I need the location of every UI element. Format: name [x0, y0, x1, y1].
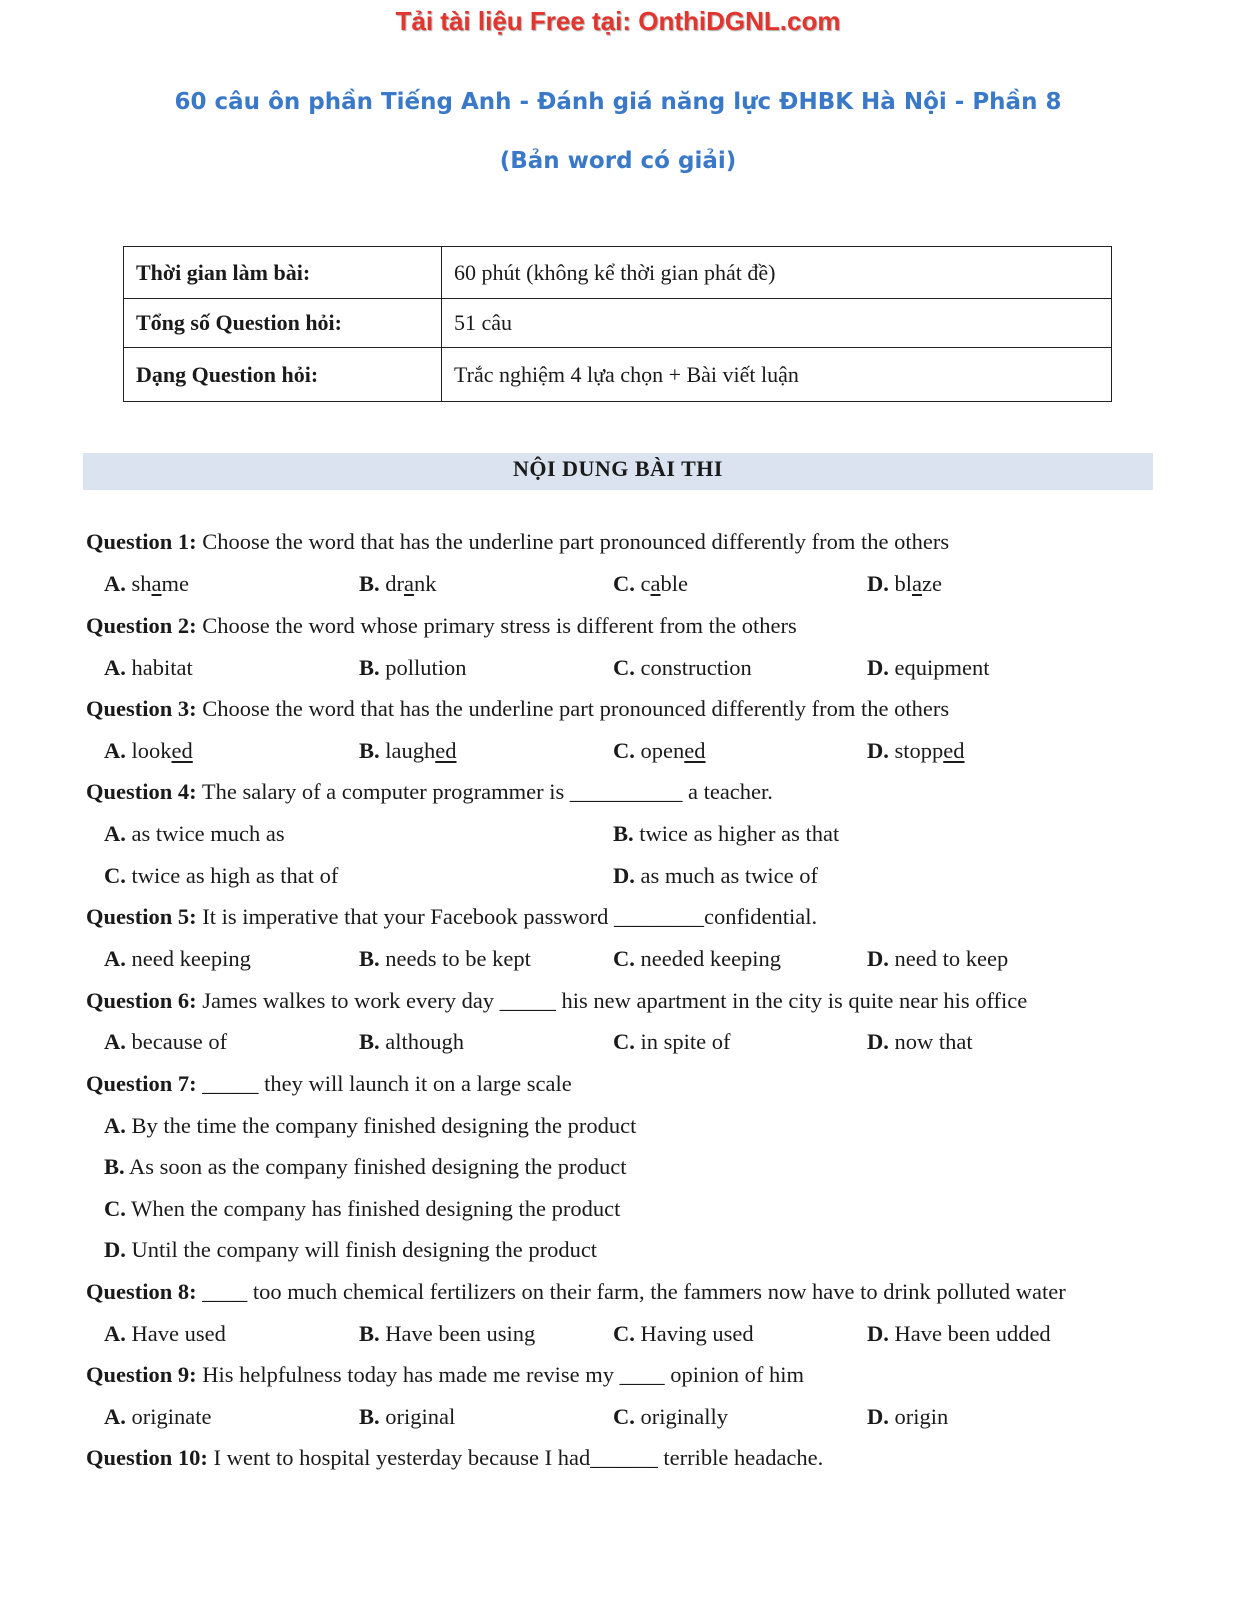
table-row [124, 247, 1112, 299]
section-heading: NỘI DUNG BÀI THI [83, 453, 1153, 490]
option-b: B. As soon as the company finished designing the product [104, 1154, 627, 1179]
option-a: A. originate [104, 1404, 212, 1429]
option-b: B. although [359, 1029, 465, 1054]
option-b: B. Have been using [359, 1321, 536, 1346]
option-a: A. Have used [104, 1321, 226, 1346]
site-banner: Tải tài liệu Free tại: OnthiDGNL.com [395, 6, 841, 36]
document-title: 60 câu ôn phần Tiếng Anh - Đánh giá năng lực ĐHBK Hà Nội - Phần 8 [174, 89, 1062, 115]
question-text: James walkes to work every day _____ his new apartment in the city is quite near his office [202, 988, 1028, 1013]
question-text: _____ they will launch it on a large scale [202, 1071, 572, 1096]
option-c: C. construction [613, 655, 752, 680]
question-label: Question 1: [86, 529, 197, 554]
question-text: I went to hospital yesterday because I had______ terrible headache. [213, 1445, 824, 1470]
option-c: C. When the company has finished designing the product [104, 1196, 621, 1221]
info-label: Tổng số Question hỏi: [124, 299, 442, 348]
question-1-options [0, 567, 1236, 601]
option-b: B. pollution [359, 655, 467, 680]
option-c: C. needed keeping [613, 946, 782, 971]
question-label: Question 3: [86, 696, 197, 721]
question-7-option-b [0, 1150, 1236, 1184]
option-c: C. cable [613, 571, 688, 596]
question-label: Question 4: [86, 779, 197, 804]
option-b: B. drank [359, 571, 437, 596]
question-8-options [0, 1317, 1236, 1351]
option-d: D. equipment [867, 655, 990, 680]
option-c: C. in spite of [613, 1029, 731, 1054]
question-4-options-row2 [0, 859, 1236, 893]
question-7-option-d [0, 1233, 1236, 1267]
option-a: A. habitat [104, 655, 193, 680]
option-c: C. originally [613, 1404, 728, 1429]
table-row [124, 348, 1112, 402]
option-c: C. Having used [613, 1321, 754, 1346]
option-d: D. now that [867, 1029, 973, 1054]
question-7-option-c [0, 1192, 1236, 1226]
option-b: B. twice as higher as that [613, 821, 840, 846]
question-text: Choose the word that has the underline part pronounced differently from the others [202, 696, 950, 721]
option-d: D. blaze [867, 571, 942, 596]
option-b: B. needs to be kept [359, 946, 531, 971]
question-label: Question 8: [86, 1279, 197, 1304]
question-7 [0, 1067, 1236, 1101]
question-label: Question 6: [86, 988, 197, 1013]
question-7-option-a [0, 1109, 1236, 1143]
question-5-options [0, 942, 1236, 976]
question-9 [0, 1358, 1236, 1392]
question-6-options [0, 1025, 1236, 1059]
option-c: C. opened [613, 738, 706, 763]
question-label: Question 9: [86, 1362, 197, 1387]
question-label: Question 7: [86, 1071, 197, 1096]
question-label: Question 2: [86, 613, 197, 638]
question-10 [0, 1441, 1236, 1475]
option-b: B. laughed [359, 738, 457, 763]
option-a: A. because of [104, 1029, 228, 1054]
exam-info-table [123, 246, 1112, 402]
info-label: Dạng Question hỏi: [124, 348, 442, 402]
question-2 [0, 609, 1236, 643]
question-6 [0, 984, 1236, 1018]
option-a: A. as twice much as [104, 821, 285, 846]
question-4-options-row1 [0, 817, 1236, 851]
option-b: B. original [359, 1404, 456, 1429]
question-text: ____ too much chemical fertilizers on their farm, the fammers now have to drink polluted water [202, 1279, 1066, 1304]
option-d: D. need to keep [867, 946, 1009, 971]
question-text: Choose the word that has the underline part pronounced differently from the others [202, 529, 950, 554]
option-d: D. as much as twice of [613, 863, 818, 888]
info-value: 60 phút (không kể thời gian phát đề) [442, 247, 1112, 299]
info-value: Trắc nghiệm 4 lựa chọn + Bài viết luận [442, 348, 1112, 402]
option-d: D. origin [867, 1404, 949, 1429]
option-d: D. stopped [867, 738, 965, 763]
option-a: A. looked [104, 738, 193, 763]
question-1 [0, 525, 1236, 559]
question-text: The salary of a computer programmer is __________ a teacher. [201, 779, 773, 804]
question-label: Question 10: [86, 1445, 208, 1470]
question-3-options [0, 734, 1236, 768]
question-5 [0, 900, 1236, 934]
option-d: D. Have been udded [867, 1321, 1051, 1346]
question-8 [0, 1275, 1236, 1309]
question-4 [0, 775, 1236, 809]
info-label: Thời gian làm bài: [124, 247, 442, 299]
info-value: 51 câu [442, 299, 1112, 348]
question-9-options [0, 1400, 1236, 1434]
question-text: It is imperative that your Facebook password ________confidential. [202, 904, 818, 929]
option-d: D. Until the company will finish designing the product [104, 1237, 598, 1262]
question-label: Question 5: [86, 904, 197, 929]
option-a: A. need keeping [104, 946, 251, 971]
document-subtitle: (Bản word có giải) [499, 148, 737, 174]
option-c: C. twice as high as that of [104, 863, 339, 888]
question-text: His helpfulness today has made me revise my ____ opinion of him [202, 1362, 805, 1387]
question-3 [0, 692, 1236, 726]
option-a: A. By the time the company finished designing the product [104, 1113, 637, 1138]
question-2-options [0, 651, 1236, 685]
question-text: Choose the word whose primary stress is different from the others [202, 613, 797, 638]
option-a: A. shame [104, 571, 190, 596]
table-row [124, 299, 1112, 348]
